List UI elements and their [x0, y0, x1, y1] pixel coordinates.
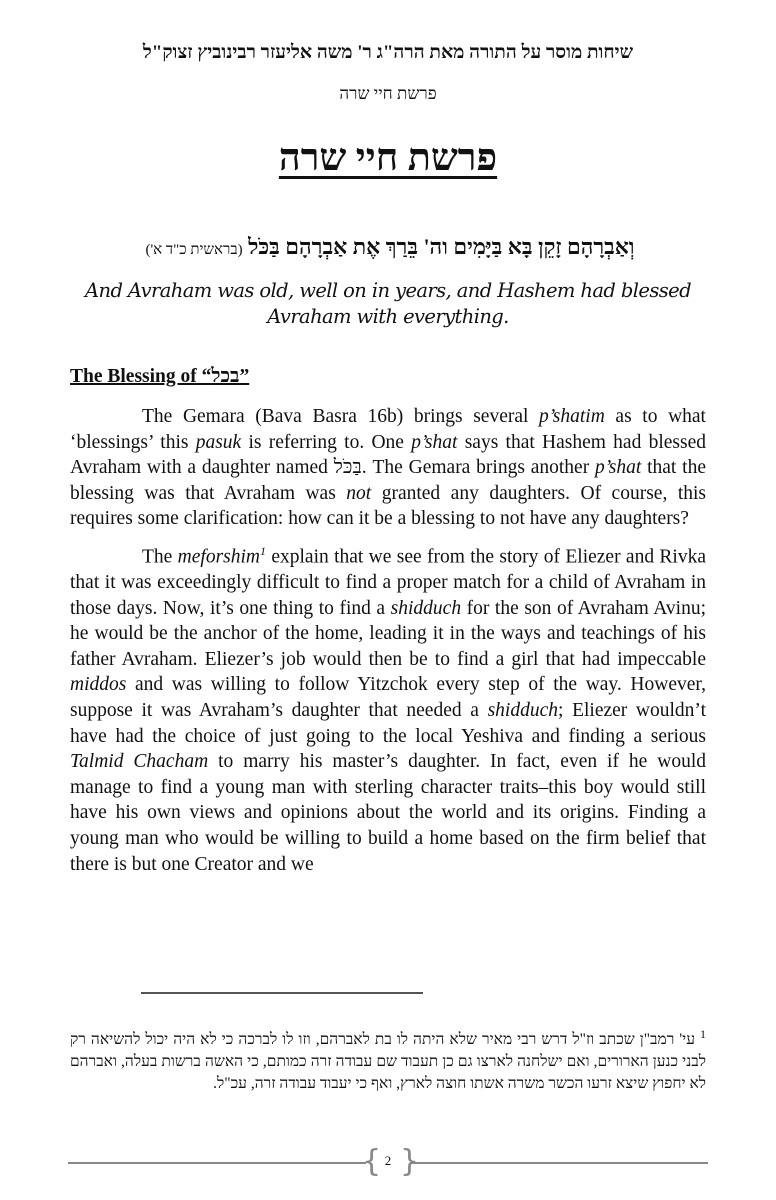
italic-term: p’shatim [539, 406, 605, 427]
text-run: granted any daughters. Of course, this requires some clarification: how can it be a blessing to not have any daughters? [70, 482, 706, 530]
pasuk-source: (בראשית כ"ד א') [145, 242, 243, 258]
footnote-text: עי' רמב"ן שכתב וז"ל דרש רבי מאיר שלא היתה לו בת לאברהם, וזו לו לברכה כי לא היה יכול להשיאה רק לבני כנען הארורים, ואם ישלחנה לארצו גם כן תעבוד שם עבודה זרה כמותם, כי האשה ברשות בעלה, ואברהם לא יחפוץ שיצא זרעו הכשר משרה אשתו חוצה לארץ, ואף כי יעבוד עבודה זרה, עכ"ל. [70, 1031, 706, 1093]
right-brace-ornament: } [400, 1144, 420, 1179]
text-run: explain that we see from the story of Eliezer and Rivka that it was exceedingly difficult to find a proper match for a child of Avraham in those days. Now, it’s one thing to find a [70, 546, 706, 619]
page-title [60, 136, 716, 180]
section-heading [70, 366, 249, 388]
footnote-separator [141, 992, 423, 994]
text-run: says that Hashem had blessed Avraham with a daughter named [70, 431, 706, 479]
text-run: The [142, 546, 178, 568]
italic-term: p’shat [411, 431, 458, 453]
running-header-series-title: שיחות מוסר על התורה מאת הרה"ג ר' משה אליעזר רבינוביץ זצוק"ל [142, 42, 634, 63]
footnote-number: 1 [700, 1027, 707, 1041]
pasuk-quote [70, 234, 710, 260]
text-run: that the blessing was that Avraham was [70, 457, 706, 504]
text-run: The Gemara (Bava Basra 16b) brings several [142, 406, 540, 427]
section-heading-prefix: The Blessing of “ [70, 366, 212, 387]
paragraph-1 [70, 404, 706, 532]
italic-term: shidduch [390, 597, 462, 619]
text-run: to marry his master’s daughter. In fact, even if he would manage to find a young man with sterling character traits–this boy would still have his own views and opinions about the world and its origins. Finding a young man who would be willing to build a home based on the firm belief that there is but one Creator and we [70, 751, 706, 875]
page-title-text: פרשת חיי שרה [278, 137, 498, 179]
pasuk-hebrew: וְאַבְרָהָם זָקֵן בָּא בַּיָּמִים וה' בֵּרַךְ אֶת אַבְרָהָם בַּכֹּל [248, 234, 635, 259]
text-run: and was willing to follow Yitzchok every step of the way. However, suppose it was Avraham’s daughter that needed a [70, 674, 706, 722]
footer-rule-left [68, 1162, 366, 1164]
pasuk-translation: And Avraham was old, well on in years, and Hashem had blessed Avraham with everything. [85, 279, 691, 328]
section-heading-hebrew: בכל [211, 366, 240, 387]
text-run: for the son of Avraham Avinu; he would be the anchor of the home, leading it in the ways and teachings of his father Avraham. Eliezer’s job would then be to find a girl that had impeccable [70, 597, 706, 670]
body-text [70, 404, 706, 877]
italic-term: p’shat [595, 457, 642, 479]
text-run: as to what ‘blessings’ this [70, 406, 706, 453]
paragraph-2 [70, 539, 706, 877]
italic-term: not [346, 482, 372, 504]
section-heading-suffix: ” [239, 366, 250, 387]
page-number: 2 [384, 1153, 392, 1168]
hebrew-word: בַּכֹּל [333, 457, 362, 479]
footnote [70, 1023, 706, 1095]
running-header-parsha: פרשת חיי שרה [339, 84, 437, 103]
footer-rule-right [410, 1162, 708, 1164]
text-run: ; Eliezer wouldn’t have had the choice of just going to the local Yeshiva and finding a serious [70, 700, 706, 747]
italic-term: meforshim [177, 546, 261, 568]
italic-term: pasuk [195, 431, 242, 453]
text-run: . The Gemara brings another [361, 457, 596, 479]
italic-term: Talmid Chacham [70, 751, 209, 773]
left-brace-ornament: { [362, 1144, 382, 1179]
italic-term: middos [70, 674, 127, 696]
text-run: is referring to. One [241, 431, 412, 453]
italic-term: shidduch [487, 700, 558, 722]
footnote-reference[interactable]: 1 [260, 543, 267, 558]
